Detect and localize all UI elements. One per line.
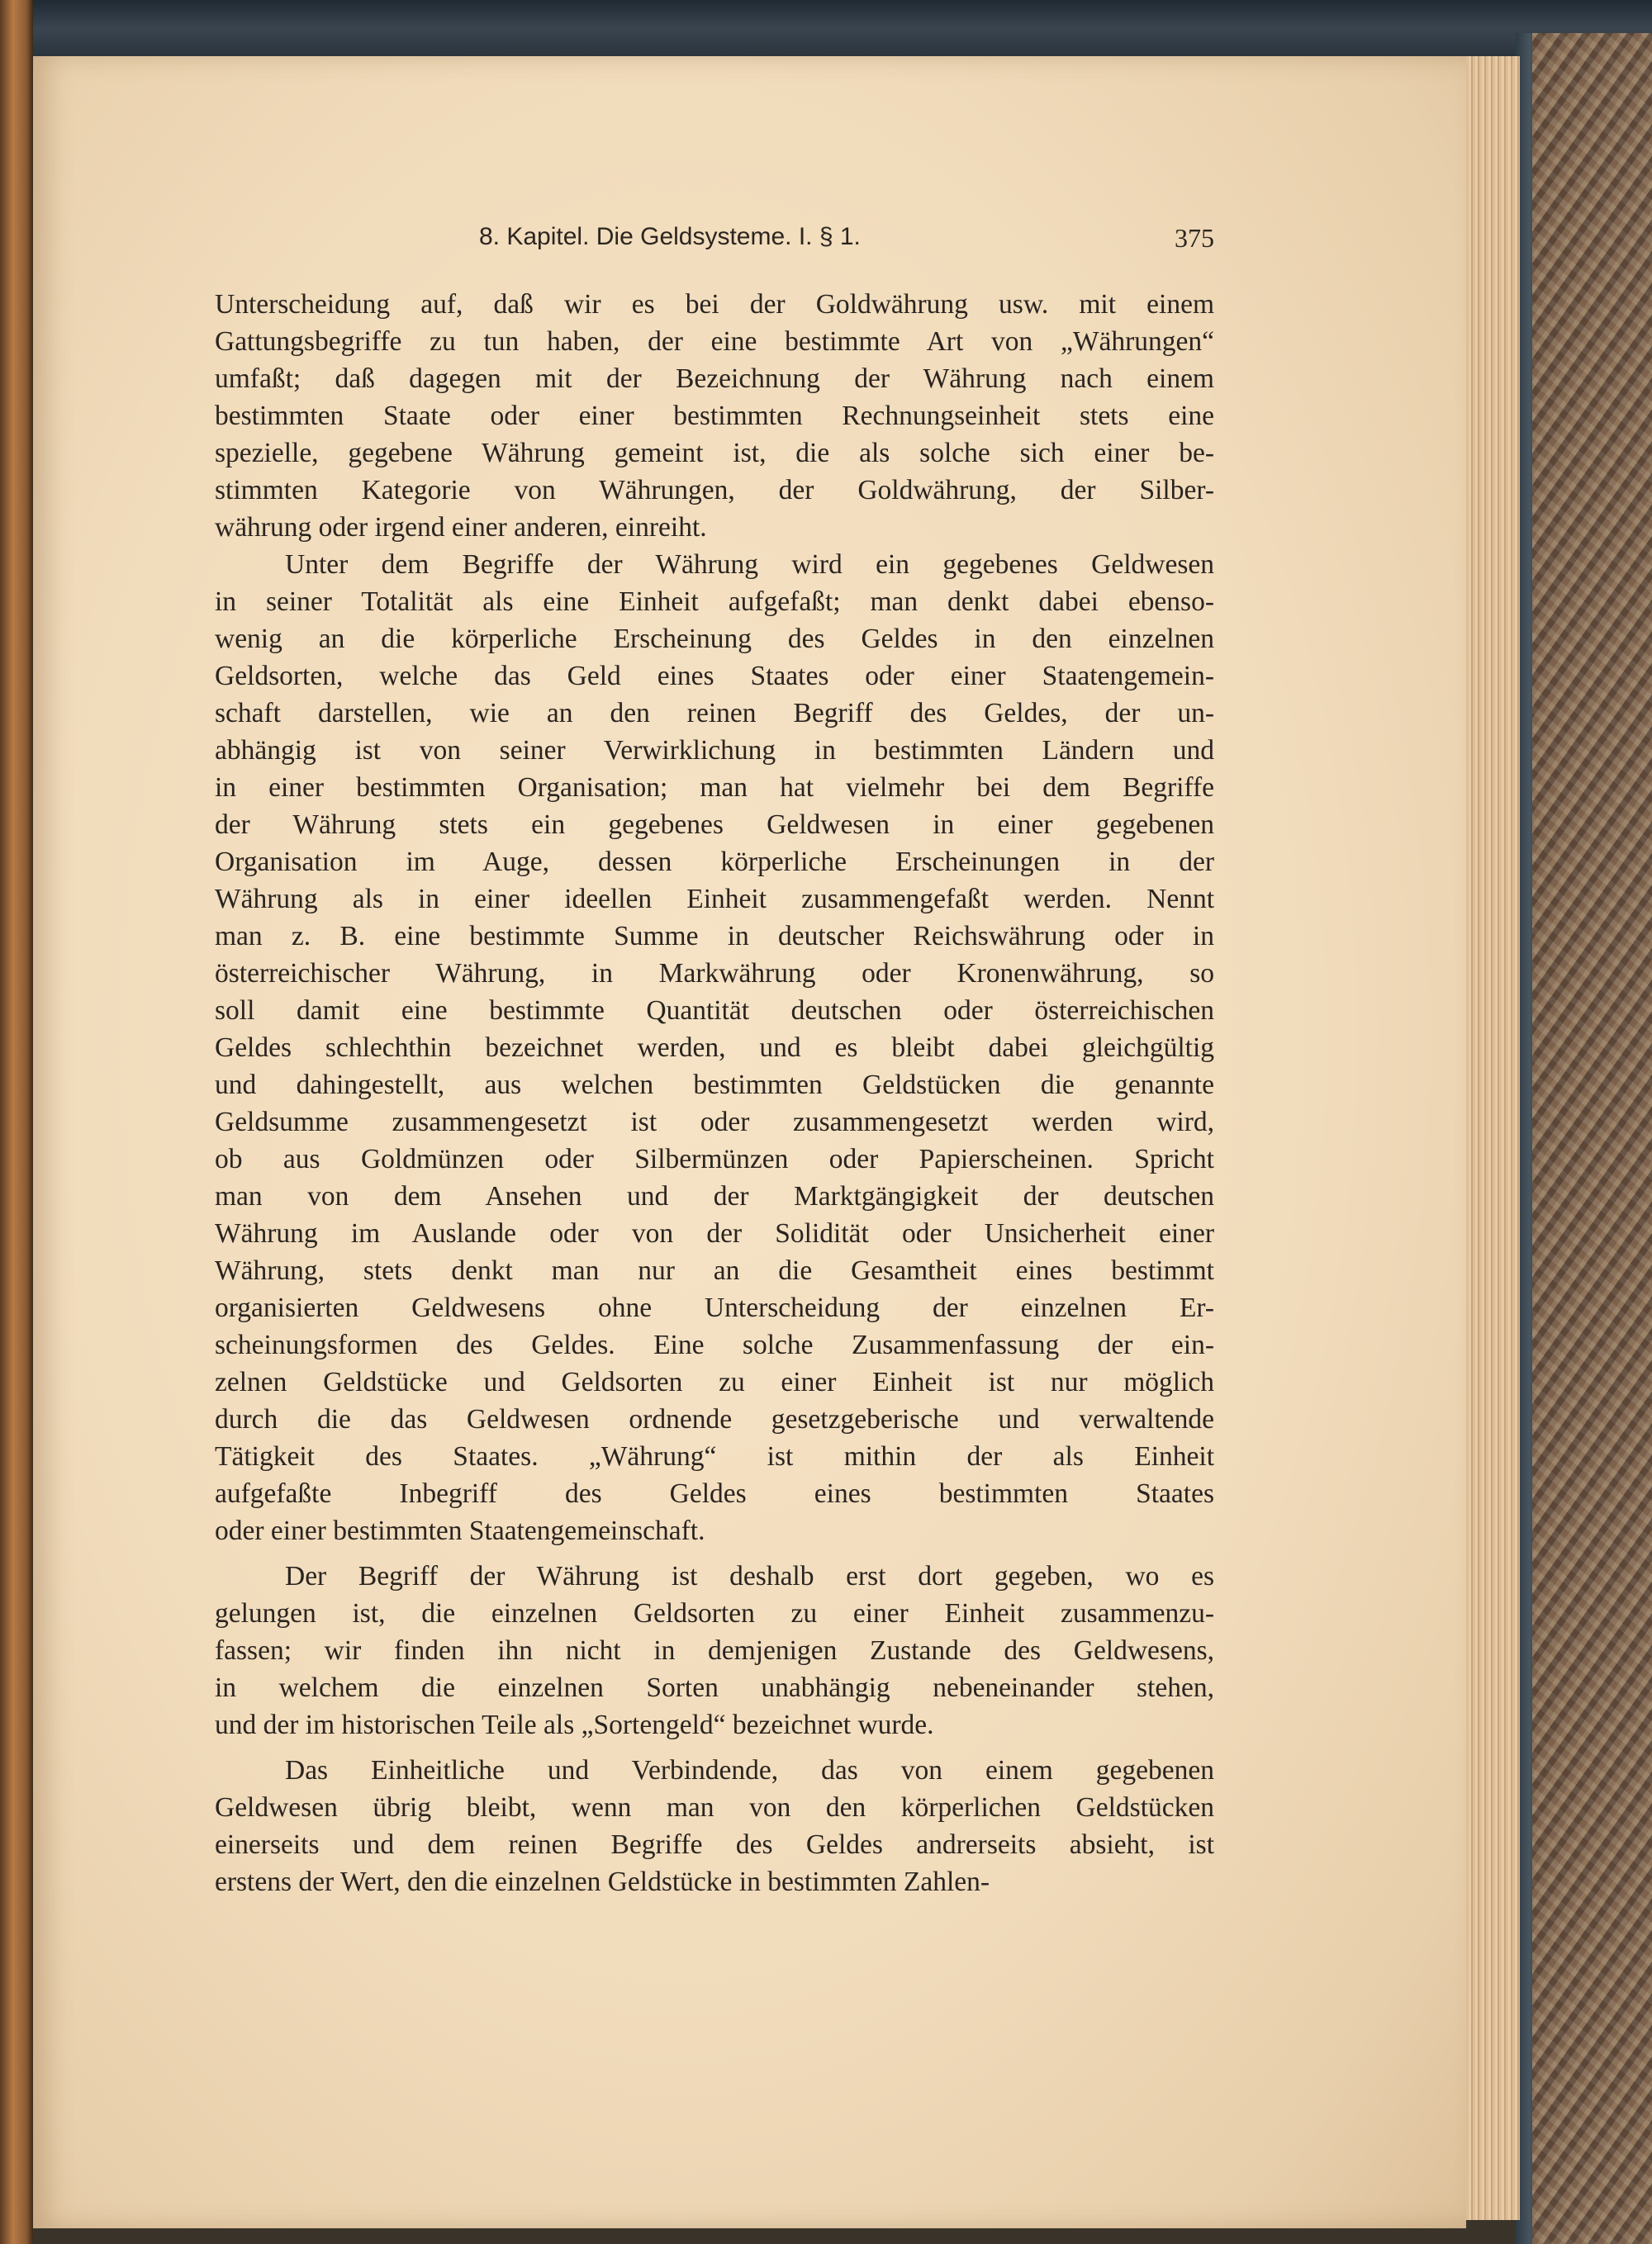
text-line: Unterscheidung auf, daß wir es bei der Goldwährung usw. mit einem <box>215 289 1214 320</box>
text-line: gelungen ist, die einzelnen Geldsorten zu einer Einheit zusammenzu- <box>215 1598 1214 1629</box>
paragraph <box>215 546 1214 1549</box>
text-line: österreichischer Währung, in Markwährung oder Kronenwährung, so <box>215 958 1214 989</box>
text-line: Organisation im Auge, dessen körperliche Erscheinungen in der <box>215 847 1214 877</box>
text-line: Geldsorten, welche das Geld eines Staates oder einer Staatengemein- <box>215 661 1214 691</box>
text-line: Tätigkeit des Staates. „Währung“ ist mithin der als Einheit <box>215 1441 1214 1472</box>
running-header <box>215 223 1214 256</box>
text-line: Währung als in einer ideellen Einheit zusammengefaßt werden. Nennt <box>215 884 1214 914</box>
running-title: 8. Kapitel. Die Geldsysteme. I. § 1. <box>479 223 861 250</box>
text-line: Geldwesen übrig bleibt, wenn man von den körperlichen Geldstücken <box>215 1792 1214 1823</box>
text-line: in einer bestimmten Organisation; man hat vielmehr bei dem Begriffe <box>215 772 1214 803</box>
text-line: ob aus Goldmünzen oder Silbermünzen oder Papierscheinen. Spricht <box>215 1144 1214 1174</box>
text-line: organisierten Geldwesens ohne Unterscheidung der einzelnen Er- <box>215 1293 1214 1323</box>
page-number: 375 <box>1175 223 1214 253</box>
text-line: man von dem Ansehen und der Marktgängigkeit der deutschen <box>215 1181 1214 1212</box>
text-line: einerseits und dem reinen Begriffe des Geldes andrerseits absieht, ist <box>215 1829 1214 1860</box>
text-line: in seiner Totalität als eine Einheit aufgefaßt; man denkt dabei ebenso- <box>215 586 1214 617</box>
text-line: und dahingestellt, aus welchen bestimmten Geldstücken die genannte <box>215 1070 1214 1100</box>
text-line: durch die das Geldwesen ordnende gesetzgeberische und verwaltende <box>215 1404 1214 1435</box>
text-line: Währung im Auslande oder von der Solidität oder Unsicherheit einer <box>215 1218 1214 1249</box>
book-cover-top <box>0 0 1652 58</box>
marbled-cover <box>1532 33 1652 2244</box>
text-line: Geldsumme zusammengesetzt ist oder zusammengesetzt werden wird, <box>215 1107 1214 1137</box>
text-line: erstens der Wert, den die einzelnen Geldstücke in bestimmten Zahlen- <box>215 1867 990 1897</box>
text-line: wenig an die körperliche Erscheinung des Geldes in den einzelnen <box>215 624 1214 654</box>
text-line: scheinungsformen des Geldes. Eine solche Zusammenfassung der ein- <box>215 1330 1214 1360</box>
text-line: abhängig ist von seiner Verwirklichung in bestimmten Ländern und <box>215 735 1214 766</box>
text-line: soll damit eine bestimmte Quantität deutschen oder österreichischen <box>215 995 1214 1026</box>
text-line: aufgefaßte Inbegriff des Geldes eines bestimmten Staates <box>215 1478 1214 1509</box>
page-edges <box>1462 56 1520 2220</box>
text-line: Geldes schlechthin bezeichnet werden, und es bleibt dabei gleichgültig <box>215 1032 1214 1063</box>
body-text <box>215 286 1214 1900</box>
text-line: Währung, stets denkt man nur an die Gesamtheit eines bestimmt <box>215 1255 1214 1286</box>
text-line: währung oder irgend einer anderen, einreiht. <box>215 512 707 543</box>
paragraph <box>215 286 1214 546</box>
paragraph <box>215 1743 1214 1900</box>
text-line: man z. B. eine bestimmte Summe in deutscher Reichswährung oder in <box>215 921 1214 951</box>
text-line: bestimmten Staate oder einer bestimmten Rechnungseinheit stets eine <box>215 401 1214 431</box>
text-line: und der im historischen Teile als „Sortengeld“ bezeichnet wurde. <box>215 1710 934 1740</box>
book-cover-left-edge <box>0 0 33 2244</box>
text-line: oder einer bestimmten Staatengemeinschaft. <box>215 1516 705 1546</box>
text-line: Unter dem Begriffe der Währung wird ein gegebenes Geldwesen <box>285 549 1214 580</box>
text-line: stimmten Kategorie von Währungen, der Goldwährung, der Silber- <box>215 475 1214 505</box>
text-line: spezielle, gegebene Währung gemeint ist, die als solche sich einer be- <box>215 438 1214 468</box>
text-line: in welchem die einzelnen Sorten unabhängig nebeneinander stehen, <box>215 1672 1214 1703</box>
text-line: Gattungsbegriffe zu tun haben, der eine bestimmte Art von „Währungen“ <box>215 326 1214 357</box>
text-line: schaft darstellen, wie an den reinen Begriff des Geldes, der un- <box>215 698 1214 728</box>
text-line: Der Begriff der Währung ist deshalb erst dort gegeben, wo es <box>285 1561 1214 1592</box>
text-line: Das Einheitliche und Verbindende, das von einem gegebenen <box>285 1755 1214 1786</box>
text-line: der Währung stets ein gegebenes Geldwesen in einer gegebenen <box>215 809 1214 840</box>
text-line: umfaßt; daß dagegen mit der Bezeichnung der Währung nach einem <box>215 363 1214 394</box>
paragraph <box>215 1549 1214 1743</box>
text-line: fassen; wir finden ihn nicht in demjenigen Zustande des Geldwesens, <box>215 1635 1214 1666</box>
text-line: zelnen Geldstücke und Geldsorten zu einer Einheit ist nur möglich <box>215 1367 1214 1397</box>
